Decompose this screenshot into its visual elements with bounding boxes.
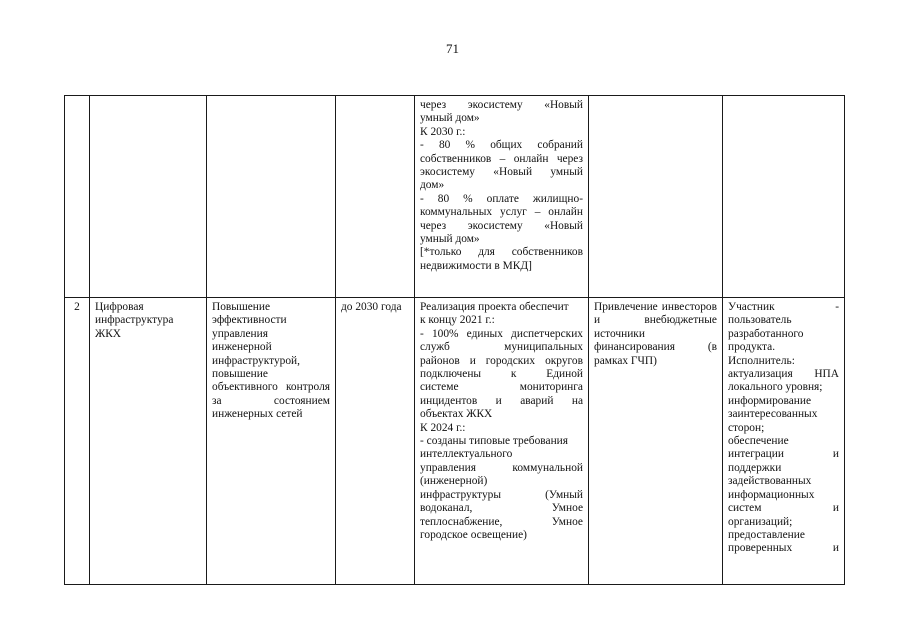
result-line: Реализация проекта обеспечит: [420, 301, 569, 313]
result-line: теплоснабжение, Умное: [420, 515, 583, 528]
roles-line: разработанного: [728, 327, 804, 340]
result-line: системе мониторинга: [420, 381, 583, 394]
roles-line: информирование: [728, 394, 812, 407]
result-line: подключены к Единой: [420, 368, 583, 381]
result-line: К 2024 г.:: [420, 421, 466, 434]
roles-line: обеспечение: [728, 435, 789, 448]
result-line: экосистему «Новый умный: [420, 166, 583, 179]
result-line: объектах ЖКХ: [420, 408, 493, 421]
result-line: управления коммунальной: [420, 461, 583, 474]
cell-goal: [207, 96, 336, 298]
roles-line: систем и: [728, 502, 839, 515]
project-roles: [723, 298, 845, 585]
roles-line: заинтересованных: [728, 408, 818, 421]
roles-line: Исполнитель:: [728, 354, 795, 367]
result-line: городское освещение): [420, 528, 527, 541]
roles-line: задействованных: [728, 475, 812, 488]
roles-line: локального уровня;: [728, 381, 823, 394]
result-line: - созданы типовые требования: [420, 435, 569, 448]
result-line: собственников – онлайн через: [420, 152, 583, 165]
cell-financing: [589, 96, 723, 298]
result-line: - 80 % оплате жилищно-: [420, 192, 583, 205]
result-line: умный дом»: [420, 233, 480, 246]
cell-name: [90, 96, 207, 298]
result-line: через экосистему «Новый: [420, 219, 583, 232]
project-name: Цифровая инфраструктура ЖКХ: [90, 298, 207, 585]
result-line: водоканал, Умное: [420, 502, 583, 515]
roles-line: Участник -: [728, 301, 839, 313]
cell-roles: [723, 96, 845, 298]
project-result: [415, 298, 589, 585]
project-deadline: до 2030 года: [336, 298, 415, 585]
page-number: 71: [446, 41, 459, 56]
row-number: 2: [65, 298, 90, 585]
roles-line: поддержки: [728, 461, 782, 474]
result-line: к концу 2021 г.:: [420, 314, 495, 327]
result-line: интеллектуального: [420, 448, 513, 461]
roles-line: актуализация НПА: [728, 368, 839, 381]
result-line: К 2030 г.:: [420, 125, 466, 138]
result-line: умный дом»: [420, 112, 480, 125]
roles-line: организаций;: [728, 515, 793, 528]
result-line: - 100% единых диспетчерских: [420, 327, 583, 340]
roles-line: интеграции и: [728, 448, 839, 461]
result-line: недвижимости в МКД]: [420, 259, 532, 272]
roles-line: предоставление: [728, 528, 805, 541]
result-line: коммунальных услуг – онлайн: [420, 206, 583, 219]
result-line: [*только для собственников: [420, 246, 583, 259]
table-row: [65, 298, 845, 585]
roles-line: продукта.: [728, 341, 776, 354]
roles-line: сторон;: [728, 421, 765, 434]
measures-table: [64, 95, 845, 585]
cell-deadline: [336, 96, 415, 298]
roles-line: проверенных и: [728, 542, 839, 555]
result-line: дом»: [420, 179, 445, 192]
result-line: через экосистему «Новый: [420, 99, 583, 111]
result-line: (инженерной): [420, 475, 488, 488]
project-financing: Привлечение инвесторов и внебюджетные источники финансирования (в рамках ГЧП): [589, 298, 723, 585]
result-line: инфраструктуры (Умный: [420, 488, 583, 501]
result-line: инцидентов и аварий на: [420, 394, 583, 407]
table-row-continuation: [65, 96, 845, 298]
result-line: районов и городских округов: [420, 354, 583, 367]
cell-number: [65, 96, 90, 298]
cell-result: [415, 96, 589, 298]
result-line: - 80 % общих собраний: [420, 139, 583, 152]
project-goal: Повышение эффективности управления инженерной инфраструктурой, повышение объективного контроля за состоянием инженерных сетей: [207, 298, 336, 585]
result-line: служб муниципальных: [420, 341, 583, 354]
roles-line: информационных: [728, 488, 815, 501]
roles-line: пользователь: [728, 314, 792, 327]
